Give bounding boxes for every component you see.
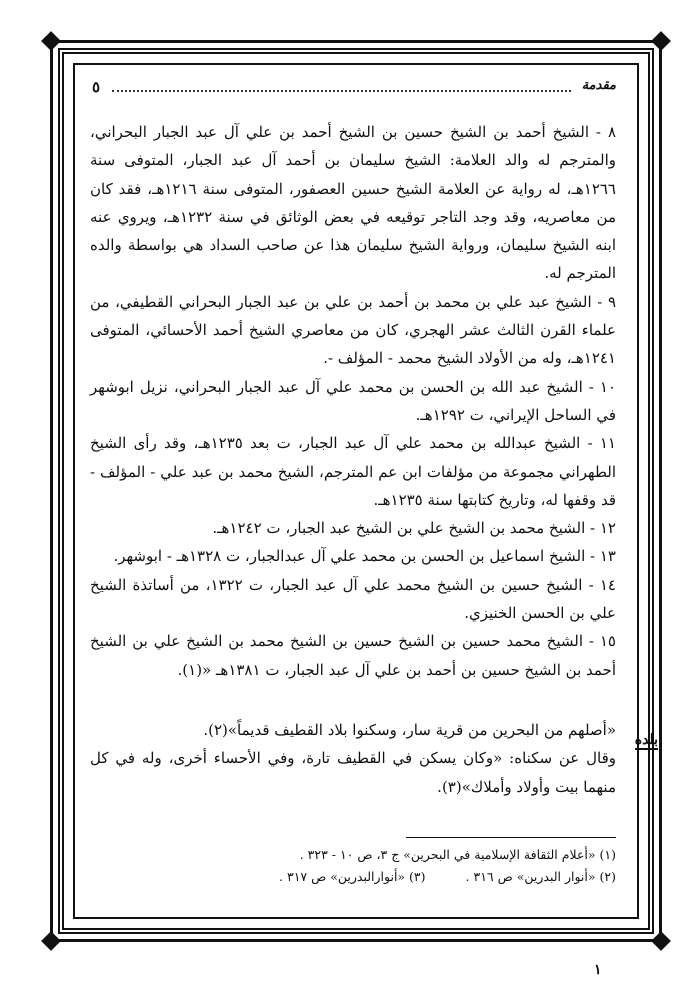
balad-section — [90, 716, 658, 801]
footnote-row — [90, 866, 616, 888]
entry-8: ٨ - الشيخ أحمد بن الشيخ حسين بن الشيخ أحمد بن علي آل عبد الجبار البحراني، والمترجم له والد العلامة: الشيخ سليمان بن أحمد آل عبد الجبار، المتوفى سنة ١٢٦٦هـ، له رواية عن العلامة الشيخ حسين العصفور، المتوفى سنة ١٢١٦هـ، فقد كان من معاصريه، وقد وجد التاجر توقيعه في بعض الوثائق في سنة ١٢٣٢هـ، ويروي عنه ابنه الشيخ سليمان، ورواية الشيخ سليمان هذا عن صاحب السداد هي بواسطة والده المترجم له. — [90, 123, 616, 283]
page-number: ٥ — [92, 78, 101, 96]
balad-side-heading: بلده — [634, 731, 658, 748]
entry-11: ١١ - الشيخ عبدالله بن محمد علي آل عبد الجبار، ت بعد ١٢٣٥هـ، وقد رأى الشيخ الطهراني مجموعة من مؤلفات ابن عم المترجم، الشيخ محمد بن عبد علي - المؤلف - قد وقفها له، وتاريخ كتابتها سنة ١٢٣٥هـ. — [90, 434, 616, 509]
section-gap — [90, 684, 616, 716]
entry-9: ٩ - الشيخ عبد علي بن محمد بن أحمد بن علي بن عبد الجبار البحراني القطيفي، من علماء القرن الثالث عشر الهجري، كان من معاصري الشيخ أحمد الأحسائي، المتوفى ١٢٤١هـ، وله من الأولاد الشيخ محمد - المؤلف -. — [90, 292, 616, 368]
main-text — [90, 118, 658, 888]
running-title: مقدمة — [581, 78, 616, 93]
footnotes — [90, 844, 616, 888]
bottom-page-mark: ١ — [594, 962, 602, 978]
footnote-separator — [406, 837, 616, 838]
entry-14: ١٤ - الشيخ حسين بن الشيخ محمد علي آل عبد الجبار، ت ١٣٢٢، من أساتذة الشيخ علي بن الحسن الخنيزي. — [90, 575, 616, 623]
entry-15: ١٥ - الشيخ محمد حسين بن الشيخ حسين بن الشيخ محمد بن الشيخ علي بن الشيخ أحمد بن الشيخ حسين بن أحمد بن علي آل عبد الجبار، ت ١٣٨١هـ «(١). — [90, 632, 616, 679]
entry-13: ١٣ - الشيخ اسماعيل بن الحسن بن محمد علي آل عبدالجبار، ت ١٣٢٨هـ - ابوشهر. — [113, 547, 616, 566]
header-dotted-leader — [112, 90, 571, 92]
entry-12: ١٢ - الشيخ محمد بن الشيخ علي بن الشيخ عبد الجبار، ت ١٢٤٢هـ. — [212, 519, 616, 538]
balad-line-1: «أصلهم من البحرين من قرية سار، وسكنوا بلاد القطيف قديماً»(٢). — [203, 720, 616, 739]
border-corner-ornament — [651, 31, 671, 51]
page-header — [92, 78, 616, 104]
balad-line-2: وقال عن سكناه: «وكان يسكن في القطيف تارة، وفي الأحساء أخرى، وله في كل منهما بيت وأولاد وأملاك»(٣). — [90, 749, 616, 796]
footnote-1: (١) «أعلام الثقافة الإسلامية في البحرين» ج ٣، ص ١٠ - ٣٢٣ . — [299, 846, 616, 862]
border-corner-ornament — [651, 931, 671, 951]
footnote-3: (٣) «أنوارالبدرين» ص ٣١٧ . — [279, 868, 426, 884]
entry-10: ١٠ - الشيخ عبد الله بن الحسن بن محمد علي آل عبد الجبار البحراني، نزيل ابوشهر في الساحل الإيراني، ت ١٢٩٢هـ. — [90, 377, 616, 424]
footnote-2: (٢) «أنوار البدرين» ص ٣١٦ . — [465, 868, 616, 884]
border-corner-ornament — [41, 931, 61, 951]
